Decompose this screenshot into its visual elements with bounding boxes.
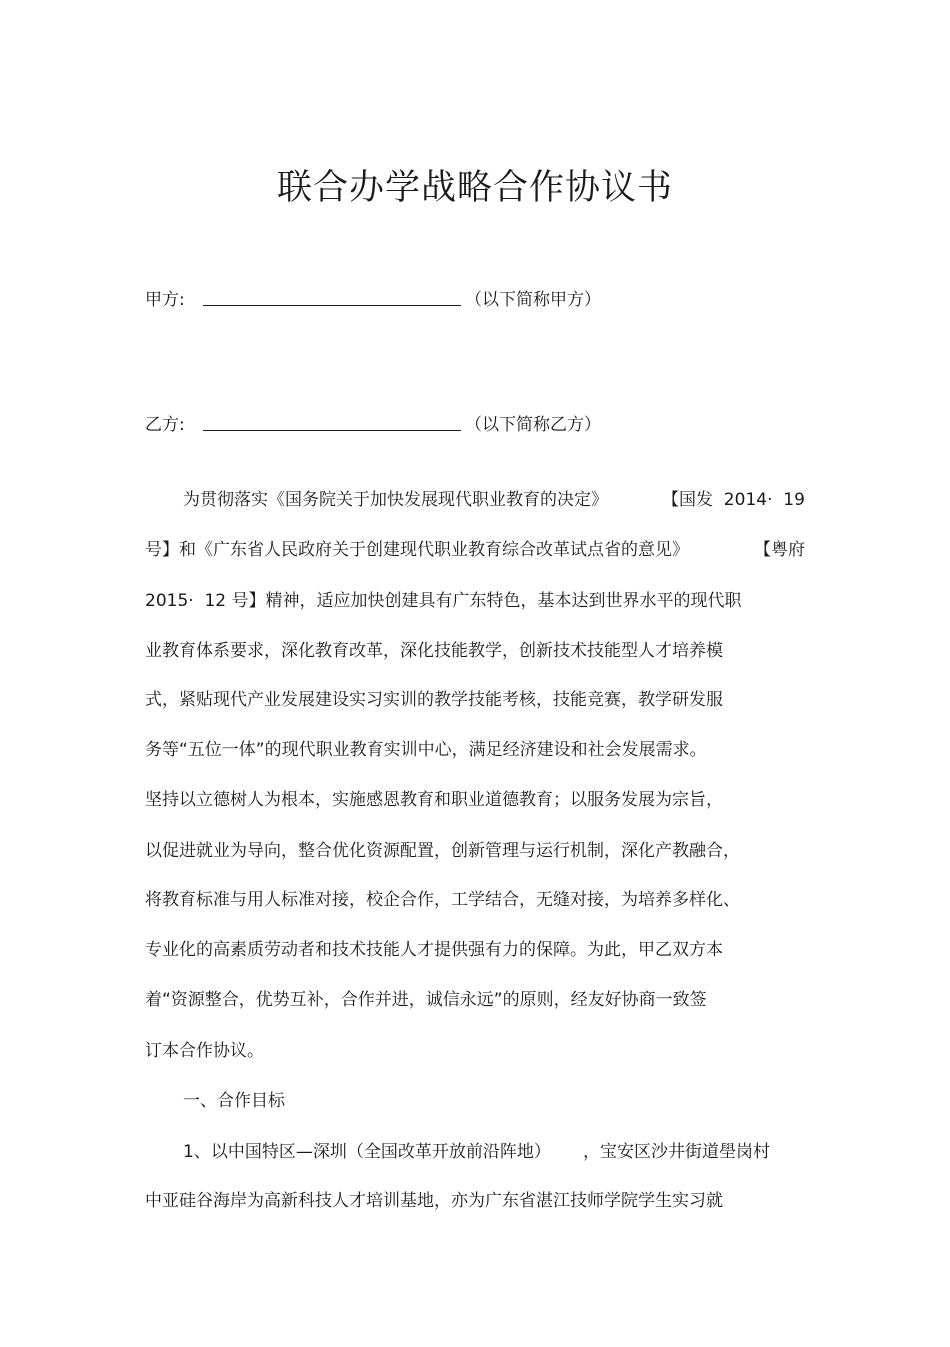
- preamble-line-8: [145, 837, 740, 865]
- preamble-line-1: [183, 486, 805, 514]
- item-one-line-1: [183, 1138, 770, 1166]
- preamble-line-12: [145, 1037, 264, 1065]
- item-one-line-1-text: 1、以中国特区—深圳（全国改革开放前沿阵地）: [183, 1142, 551, 1162]
- section-one-heading-text: 一、合作目标: [183, 1091, 285, 1111]
- preamble-line-9: [145, 886, 740, 914]
- preamble-line-2-ref: 【粤府: [754, 540, 805, 560]
- party-b-row: [145, 410, 601, 440]
- preamble-line-9-text: 将教育标准与用人标准对接，校企合作，工学结合，无缝对接，为培养多样化、: [145, 890, 740, 910]
- preamble-line-11: [145, 986, 707, 1014]
- party-b-blank-line: [203, 410, 461, 431]
- preamble-line-1-ref: 【国发 2014· 19: [662, 490, 805, 510]
- preamble-line-7: [145, 786, 723, 814]
- preamble-line-1-text: 为贯彻落实《国务院关于加快发展现代职业教育的决定》: [183, 490, 608, 510]
- party-a-row: [145, 285, 601, 315]
- party-b-label: 乙方:: [145, 415, 185, 435]
- preamble-line-10-text: 专业化的高素质劳动者和技术技能人才提供强有力的保障。为此，甲乙双方本: [145, 940, 723, 960]
- preamble-line-5: [145, 686, 723, 714]
- preamble-line-2-text: 号】和《广东省人民政府关于创建现代职业教育综合改革试点省的意见》: [145, 540, 689, 560]
- preamble-line-6: [145, 736, 707, 764]
- preamble-line-3-text: 2015· 12 号】精神，适应加快创建具有广东特色，基本达到世界水平的现代职: [145, 591, 742, 611]
- party-a-note: （以下简称甲方）: [465, 290, 601, 310]
- party-a-label: 甲方:: [145, 290, 185, 310]
- item-one-line-2: [145, 1187, 723, 1215]
- preamble-line-6-text: 务等“五位一体”的现代职业教育实训中心，满足经济建设和社会发展需求。: [145, 740, 707, 760]
- preamble-line-4: [145, 637, 723, 665]
- preamble-line-12-text: 订本合作协议。: [145, 1041, 264, 1061]
- preamble-line-3: [145, 587, 742, 615]
- preamble-line-7-text: 坚持以立德树人为根本，实施感恩教育和职业道德教育；以服务发展为宗旨，: [145, 790, 723, 810]
- preamble-line-5-text: 式，紧贴现代产业发展建设实习实训的教学技能考核，技能竞赛，教学研发服: [145, 690, 723, 710]
- preamble-line-4-text: 业教育体系要求，深化教育改革，深化技能教学，创新技术技能型人才培养模: [145, 641, 723, 661]
- section-one-heading: [183, 1087, 285, 1115]
- item-one-line-1-continued: ，宝安区沙井街道壆岗村: [583, 1142, 770, 1162]
- preamble-line-2: [145, 536, 805, 564]
- preamble-line-10: [145, 936, 723, 964]
- preamble-line-11-text: 着“资源整合，优势互补，合作并进，诚信永远”的原则，经友好协商一致签: [145, 990, 707, 1010]
- party-b-note: （以下简称乙方）: [465, 415, 601, 435]
- preamble-line-8-text: 以促进就业为导向，整合优化资源配置，创新管理与运行机制，深化产教融合，: [145, 841, 740, 861]
- document-title: 联合办学战略合作协议书: [276, 168, 673, 208]
- party-a-blank-line: [203, 285, 461, 306]
- item-one-line-2-text: 中亚硅谷海岸为高新科技人才培训基地，亦为广东省湛江技师学院学生实习就: [145, 1191, 723, 1211]
